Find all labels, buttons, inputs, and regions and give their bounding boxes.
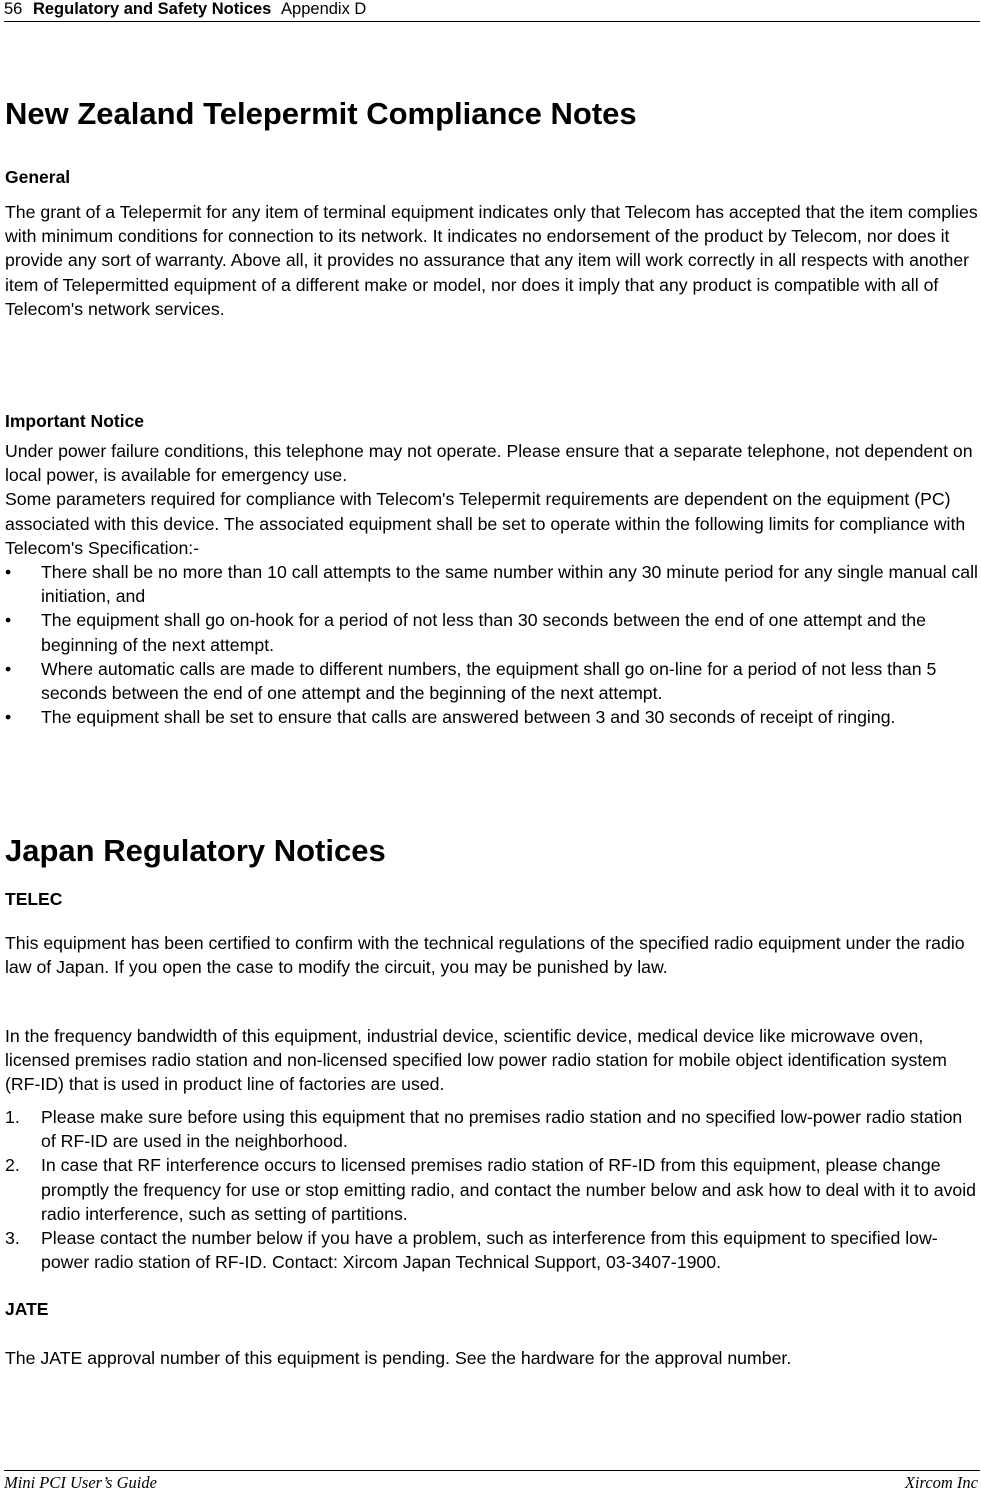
list-number: 3. (5, 1228, 20, 1249)
footer-company: Xircom Inc (904, 1473, 978, 1492)
list-item-text: There shall be no more than 10 call attempts to the same number within any 30 minute period for any single manual call initiation, and (41, 562, 978, 607)
footer-guide-title: Mini PCI User’s Guide (4, 1473, 157, 1492)
nz-notice-heading: Important Notice (5, 411, 145, 431)
list-number: 2. (5, 1155, 20, 1176)
bullet-icon: • (5, 658, 12, 679)
bullet-icon: • (5, 562, 12, 583)
nz-notice-body (5, 439, 980, 729)
nz-general-text: The grant of a Telepermit for any item of terminal equipment indicates only that Telecom has accepted that the item complies with minimum conditions for connection to its network. It indicates no endorsement of the product by Telecom, nor does it provide any sort of warranty. Above all, it provides no assurance that any item will work correctly in all respects with another item of Telepermitted equipment of a different make or model, nor does it imply that any product is compatible with all of Telecom's network services. (5, 202, 978, 319)
nz-general-heading: General (5, 167, 71, 187)
list-item-text: Where automatic calls are made to different numbers, the equipment shall go on-line for a period of not less than 5 seconds between the end of one attempt and the beginning of the next attempt. (41, 658, 937, 704)
bullet-icon: • (5, 707, 12, 728)
header-section: Appendix D (281, 0, 367, 18)
list-item-text: In case that RF interference occurs to licensed premises radio station of RF-ID from this equipment, please change promptly the frequency for use or stop emitting radio, and contact the number below and ask how to deal with it to avoid radio interference, such as setting of partitions. (41, 1155, 977, 1224)
list-item (5, 705, 980, 729)
list-item-text: The equipment shall be set to ensure that calls are answered between 3 and 30 seconds of receipt of ringing. (41, 707, 896, 728)
jate-heading: JATE (5, 1299, 49, 1319)
list-item (5, 608, 980, 656)
telec-text-2: In the frequency bandwidth of this equipment, industrial device, scientific device, medical device like microwave oven, licensed premises radio station and non-licensed specified low power radio station for mobile object identification system (RF-ID) that is used in product line of factories are used. (5, 1026, 947, 1095)
jate-text: The JATE approval number of this equipment is pending. See the hardware for the approval number. (5, 1348, 792, 1368)
japan-heading: Japan Regulatory Notices (5, 833, 386, 868)
bullet-icon: • (5, 610, 12, 631)
list-item (5, 560, 980, 608)
nz-notice-text-1: Under power failure conditions, this telephone may not operate. Please ensure that a separate telephone, not dependent on local power, is available for emergency use. (5, 441, 973, 486)
telec-numbered-list (5, 1105, 980, 1274)
nz-notice-text-2: Some parameters required for compliance with Telecom's Telepermit requirements are dependent on the equipment (PC) associated with this device. The associated equipment shall be set to operate within the following limits for compliance with Telecom's Specification:- (5, 489, 966, 558)
list-item (5, 657, 980, 705)
list-item-text: Please make sure before using this equipment that no premises radio station and no specified low-power radio station of RF-ID are used in the neighborhood. (41, 1107, 963, 1152)
list-item (5, 1226, 980, 1274)
page-header (4, 0, 980, 22)
telec-heading: TELEC (5, 889, 63, 909)
telec-text-1: This equipment has been certified to confirm with the technical regulations of the specified radio equipment under the radio law of Japan. If you open the case to modify the circuit, you may be punished by law. (5, 933, 965, 978)
page-number: 56 (4, 0, 23, 18)
header-title: Regulatory and Safety Notices (32, 0, 272, 18)
nz-bullet-list (5, 560, 980, 729)
list-item-text: The equipment shall go on-hook for a period of not less than 30 seconds between the end of one attempt and the beginning of the next attempt. (41, 610, 926, 655)
list-item (5, 1105, 980, 1153)
list-item-text: Please contact the number below if you have a problem, such as interference from this equipment to specified low-power radio station of RF-ID. Contact: Xircom Japan Technical Support, 03-3407-1900. (41, 1228, 938, 1273)
list-item (5, 1153, 980, 1226)
list-number: 1. (5, 1107, 20, 1127)
page-footer (4, 1470, 980, 1493)
nz-heading: New Zealand Telepermit Compliance Notes (5, 96, 637, 131)
